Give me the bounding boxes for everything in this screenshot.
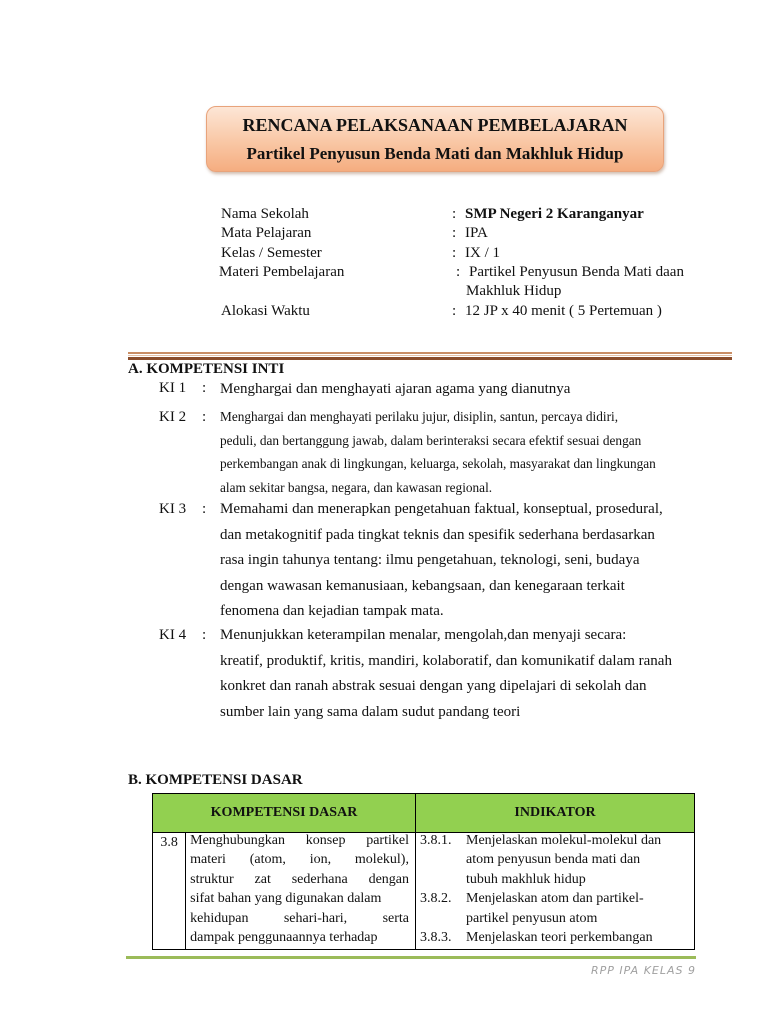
indicator-row [416, 930, 694, 949]
footer-line [126, 956, 696, 959]
indicator-text: Menjelaskan atom dan partikel- [466, 891, 644, 907]
title-box [206, 106, 664, 172]
table-header-kd: KOMPETENSI DASAR [153, 794, 416, 833]
kd-description [186, 833, 416, 950]
identity-label-time: Alokasi Waktu [221, 303, 310, 319]
kd-word: (atom, [249, 852, 286, 868]
section-heading-kompetensi-inti: A. KOMPETENSI INTI [128, 361, 285, 377]
ki-line: dengan wawasan kemanusiaan, kebangsaan, dan kenegaraan terkait [220, 577, 625, 594]
table-header-indikator: INDIKATOR [416, 794, 695, 833]
indicator-text: tubuh makhluk hidup [466, 871, 586, 887]
identity-colon: : [452, 303, 457, 319]
indicator-number: 3.8.2. [420, 891, 452, 907]
ki-line: fenomena dan kejadian tampak mata. [220, 603, 444, 619]
kd-word: konsep [305, 833, 346, 848]
ki-colon: : [202, 627, 207, 643]
section-heading-kompetensi-dasar: B. KOMPETENSI DASAR [128, 772, 303, 788]
document-title: RENCANA PELAKSANAAN PEMBELAJARAN [242, 115, 628, 135]
kompetensi-dasar-table [152, 793, 695, 950]
table-header-row [153, 794, 695, 833]
ki-line: alam sekitar bangsa, negara, dan kawasan regional. [220, 479, 493, 495]
identity-label-class: Kelas / Semester [221, 245, 322, 261]
indicator-text: Menjelaskan teori perkembangan [466, 929, 653, 945]
kd-line [186, 872, 415, 891]
indicator-number: 3.8.1. [420, 833, 452, 848]
kd-word: zat [254, 871, 271, 887]
ki-text [220, 497, 696, 625]
indicator-row [416, 852, 694, 871]
kd-number: 3.8 [153, 833, 186, 950]
ki-colon: : [202, 501, 207, 517]
ki-text [220, 623, 696, 725]
indicator-number [416, 872, 466, 891]
indicator-number: 3.8.3. [420, 929, 452, 945]
document-subtitle: Partikel Penyusun Benda Mati dan Makhluk Hidup [246, 144, 624, 163]
identity-value-class: IX / 1 [465, 245, 500, 261]
divider [128, 357, 732, 360]
identity-colon: : [452, 245, 457, 261]
ki-line: sumber lain yang sama dalam sudut pandang teori [220, 703, 521, 720]
kd-line [186, 911, 415, 930]
indicator-row [416, 891, 694, 910]
page-footer: RPP IPA KELAS 9 [590, 964, 696, 977]
ki-line: Menghargai dan menghayati ajaran agama yang dianutnya [220, 381, 571, 397]
ki-text [220, 377, 696, 403]
kd-word: dampak penggunaannya terhadap [190, 929, 378, 945]
indicator-row [416, 833, 694, 852]
indicator-text: atom penyusun benda mati dan [466, 852, 641, 868]
kd-word: struktur [190, 871, 234, 887]
ki-line: peduli, dan bertanggung jawab, dalam berinteraksi secara efektif sesuai dengan [220, 432, 642, 448]
table-row [153, 833, 695, 950]
kd-word: molekul), [354, 852, 409, 868]
ki-line: dan metakognitif pada tingkat teknis dan spesifik sederhana berdasarkan [220, 526, 655, 543]
ki-text [220, 405, 696, 499]
kd-word: kehidupan [190, 910, 249, 926]
ki-line: kreatif, produktif, kritis, mandiri, kolaboratif, dan komunikatif dalam ranah [220, 652, 672, 669]
identity-value-material: Partikel Penyusun Benda Mati daan [469, 264, 684, 280]
kd-word: sifat bahan yang digunakan dalam [190, 891, 382, 907]
identity-value-subject: IPA [465, 225, 488, 241]
identity-colon: : [452, 206, 457, 222]
kd-word: dengan [368, 871, 409, 887]
kd-line [186, 930, 415, 949]
identity-value-time: 12 JP x 40 menit ( 5 Pertemuan ) [465, 303, 662, 319]
ki-colon: : [202, 409, 207, 425]
identity-colon: : [456, 264, 461, 280]
kd-word: serta [382, 910, 409, 926]
kd-word: Menghubungkan [190, 833, 286, 848]
ki-label: KI 1 [159, 380, 187, 396]
indicator-number [416, 852, 466, 871]
indicator-number [416, 911, 466, 930]
kd-word: ion, [309, 852, 332, 868]
indicator-row [416, 911, 694, 930]
ki-line: Menghargai dan menghayati perilaku jujur, disiplin, santun, percaya didiri, [220, 409, 619, 424]
ki-label: KI 4 [159, 627, 187, 643]
ki-line: Menunjukkan keterampilan menalar, mengolah,dan menyaji secara: [220, 627, 627, 643]
identity-label-school: Nama Sekolah [221, 206, 309, 222]
ki-line: perkembangan anak di lingkungan, keluarga, sekolah, masyarakat dan lingkungan [220, 456, 656, 471]
ki-line: Memahami dan menerapkan pengetahuan faktual, konseptual, prosedural, [220, 501, 663, 517]
identity-colon: : [452, 225, 457, 241]
kd-line [186, 852, 415, 871]
kd-line [186, 891, 415, 910]
divider [128, 355, 732, 356]
ki-line: konkret dan ranah abstrak sesuai dengan yang dipelajari di sekolah dan [220, 678, 647, 694]
ki-colon: : [202, 380, 207, 396]
identity-value-material-cont: Makhluk Hidup [466, 283, 562, 299]
identity-label-subject: Mata Pelajaran [221, 225, 312, 241]
ki-label: KI 2 [159, 409, 187, 425]
identity-label-material: Materi Pembelajaran [219, 264, 345, 280]
indicator-row [416, 872, 694, 891]
indicator-text: partikel penyusun atom [466, 910, 598, 926]
kd-line [186, 833, 415, 852]
identity-value-school: SMP Negeri 2 Karanganyar [465, 206, 644, 222]
kd-word: materi [190, 852, 226, 868]
kd-word: partikel [366, 833, 409, 848]
ki-line: rasa ingin tahunya tentang: ilmu pengetahuan, teknologi, seni, budaya [220, 552, 640, 568]
indicator-cell [416, 833, 695, 950]
kd-word: sehari-hari, [283, 910, 348, 926]
kd-word: sederhana [291, 871, 348, 887]
ki-label: KI 3 [159, 501, 187, 517]
divider [128, 352, 732, 354]
indicator-text: Menjelaskan molekul-molekul dan [466, 833, 662, 848]
